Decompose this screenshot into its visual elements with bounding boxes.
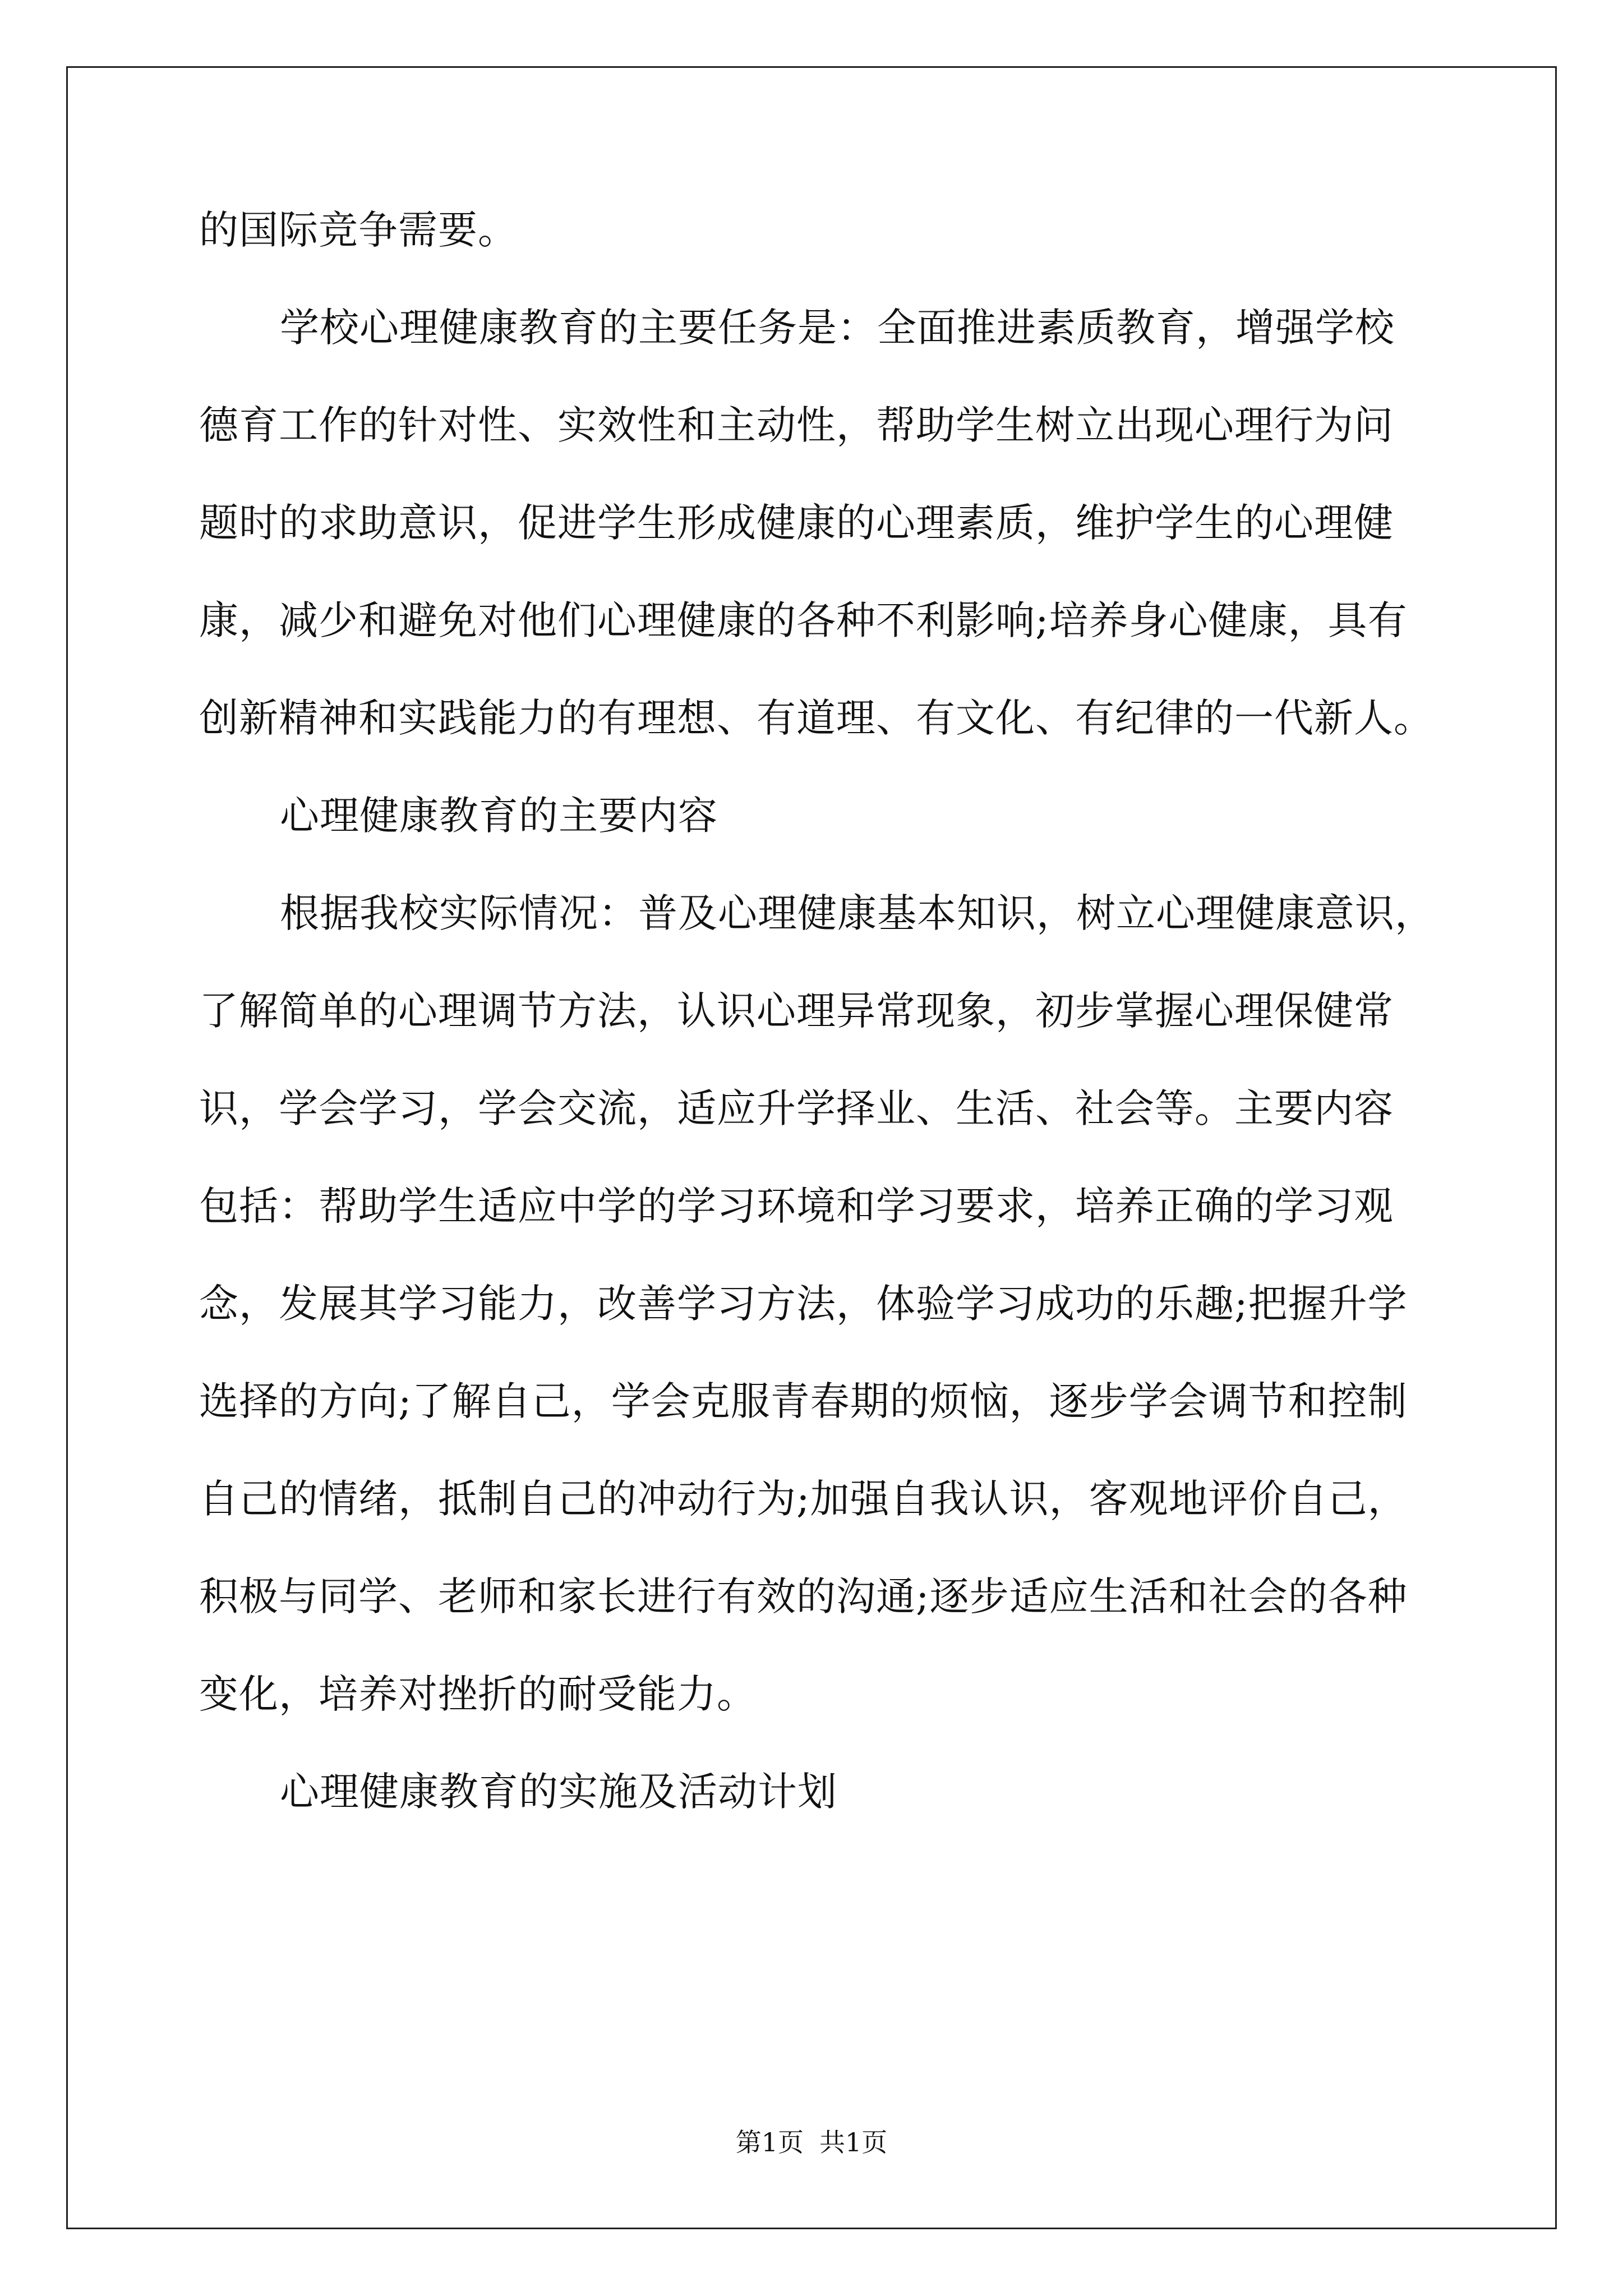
text-line: 创新精神和实践能力的有理想、有道理、有文化、有纪律的一代新人。: [199, 695, 1433, 741]
text-line: 了解简单的心理调节方法，认识心理异常现象，初步掌握心理保健常: [199, 988, 1394, 1034]
text-line: 变化，培养对挫折的耐受能力。: [199, 1671, 757, 1717]
text-line: 德育工作的针对性、实效性和主动性，帮助学生树立出现心理行为问: [199, 402, 1394, 448]
text-line: 的国际竞争需要。: [199, 207, 518, 253]
text-line: 积极与同学、老师和家长进行有效的沟通;逐步适应生活和社会的各种: [199, 1573, 1408, 1619]
paragraph-content: 根据我校实际情况：普及心理健康基本知识，树立心理健康意识，: [280, 890, 1435, 936]
text-line: 题时的求助意识，促进学生形成健康的心理素质，维护学生的心理健: [199, 500, 1394, 546]
paragraph-tasks: 学校心理健康教育的主要任务是：全面推进素质教育，增强学校: [280, 305, 1395, 351]
page-number-total: 共1页: [819, 2127, 888, 2157]
page-frame: [66, 66, 1557, 2229]
text-line: 自己的情绪，抵制自己的冲动行为;加强自我认识，客观地评价自己，: [199, 1476, 1408, 1522]
text-line: 包括：帮助学生适应中学的学习环境和学习要求，培养正确的学习观: [199, 1183, 1394, 1229]
text-line: 念，发展其学习能力，改善学习方法，体验学习成功的乐趣;把握升学: [199, 1281, 1408, 1327]
text-line: 康，减少和避免对他们心理健康的各种不利影响;培养身心健康，具有: [199, 597, 1408, 643]
text-line: 选择的方向;了解自己，学会克服青春期的烦恼，逐步学会调节和控制: [199, 1378, 1408, 1424]
section-heading-implementation: 心理健康教育的实施及活动计划: [280, 1769, 837, 1815]
text-line: 识，学会学习，学会交流，适应升学择业、生活、社会等。主要内容: [199, 1085, 1394, 1131]
page-footer: [0, 2128, 1623, 2156]
page-number-current: 第1页: [735, 2127, 804, 2157]
section-heading-content: 心理健康教育的主要内容: [280, 793, 718, 839]
